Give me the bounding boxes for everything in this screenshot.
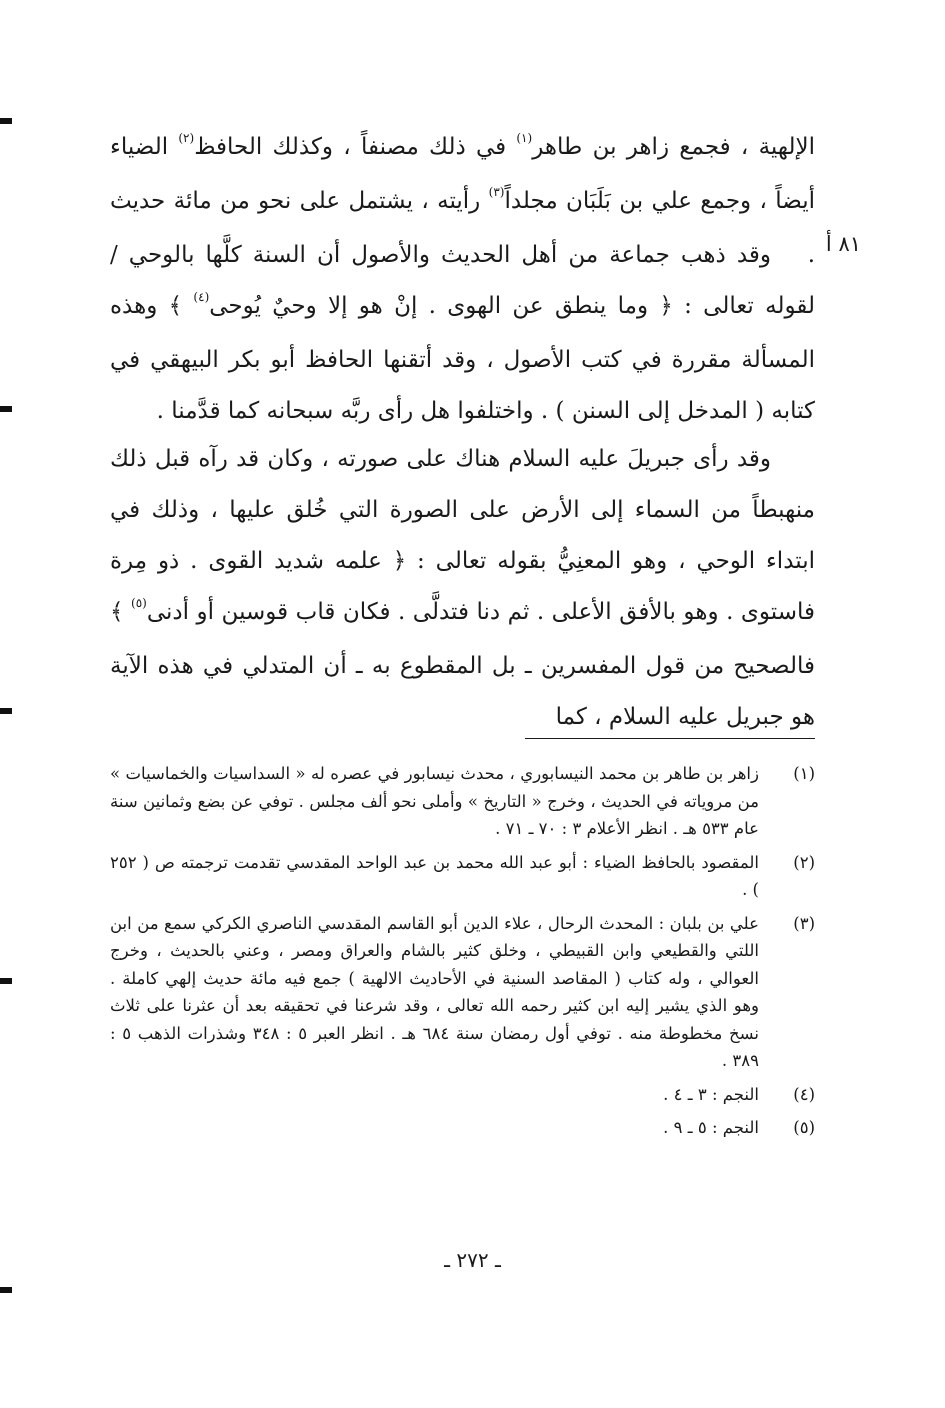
paragraph-text: ﴾ فالصحيح من قول المفسرين ـ بل المقطوع به ـ أن المتدلي في هذه الآية هو جبريل عليه السلام ، كما [110,599,815,730]
paragraph-text: الضياء أيضاً ، وجمع علي بن بَلَبَان مجلداً [110,134,815,214]
footnote-2 [110,849,815,904]
footnote-4 [110,1081,815,1109]
scan-edge-mark [0,708,12,714]
paragraph-text: في ذلك مصنفاً ، وكذلك الحافظ [194,134,517,160]
footnote-3 [110,910,815,1075]
footnote-text: النجم : ٣ ـ ٤ . [663,1084,759,1104]
footnote-ref-3[interactable]: (٣) [488,185,505,199]
paragraph-text: رأيته ، يشتمل على نحو من مائة حديث . [110,188,815,268]
footnote-text: المقصود بالحافظ الضياء : أبو عبد الله محمد بن عبد الواحد المقدسي تقدمت ترجمته ص ( ٢٥٢ ) . [110,852,759,899]
scan-edge-mark [0,406,12,412]
paragraph-3 [110,434,815,743]
footnote-number: (٢) [793,852,815,872]
page-number: ـ ٢٧٢ ـ [444,1248,501,1272]
scan-edge-mark [0,978,12,984]
paragraph-text: ﴾ وهذه المسألة مقررة في كتب الأصول ، وقد أتقنها الحافظ أبو بكر البيهقي في كتابه ( المدخل إلى السنن ) . واختلفوا هل رأى ربَّه سبحانه كما قدَّمنا . [110,293,815,424]
paragraph-2 [110,230,815,437]
scan-edge-mark [0,1287,12,1293]
footnote-number: (٤) [793,1084,815,1104]
paragraph-text: وقد ذهب جماعة من أهل الحديث والأصول أن السنة كلَّها بالوحي / لقوله تعالى : ﴿ وما ينطق عن الهوى . إنْ هو إلا وحيٌ يُوحى [110,242,815,319]
footnote-separator [525,738,815,739]
footnote-text: زاهر بن طاهر بن محمد النيسابوري ، محدث نيسابور في عصره له « السداسيات والخماسيات » من مروياته في الحديث ، وخرج « التاريخ » وأملى نحو ألف مجلس . توفي عن بضع وثمانين سنة عام ٥٣٣ هـ . انظر الأعلام ٣ : ٧٠ ـ ٧١ . [110,764,759,838]
footnote-text: النجم : ٥ ـ ٩ . [663,1118,759,1137]
footnote-1 [110,760,815,843]
manuscript-folio-mark: ٨١ أ [825,232,861,256]
footnote-ref-4[interactable]: (٤) [193,290,210,304]
footnote-5 [110,1114,815,1142]
scan-edge-mark [0,118,12,124]
paragraph-text: وقد رأى جبريلَ عليه السلام هناك على صورته ، وكان قد رآه قبل ذلك منهبطاً من السماء إلى الأرض على الصورة التي خُلق عليها ، وذلك في ابتداء الوحي ، وهو المعنِيُّ بقوله تعالى : ﴿ علمه شديد القوى . ذو مِرة فاستوى . وهو بالأفق الأعلى . ثم دنا فتدلَّى . فكان قاب قوسين أو أدنى [110,446,815,625]
footnote-number: (٥) [793,1118,815,1137]
footnote-ref-2[interactable]: (٢) [178,131,195,145]
footnote-number: (١) [793,764,815,783]
footnote-ref-1[interactable]: (١) [516,131,533,145]
footnotes [110,760,815,1148]
footnote-number: (٣) [793,913,815,933]
paragraph-text: الإلهية ، فجمع زاهر بن طاهر [532,134,815,160]
footnote-text: علي بن بلبان : المحدث الرحال ، علاء الدين أبو القاسم المقدسي الناصري الكركي سمع من ابن اللتي والقطيعي وابن القبيطي ، وخلق كثير بالشام والعراق ومصر ، وعني بالحديث ، وخرج العوالي ، وله كتاب ( المقاصد السنية في الأحاديث الالهية ) جمع فيه مائة حديث إلهي كاملة . وهو الذي يشير إليه ابن كثير رحمه الله تعالى ، وقد شرعنا في تحقيقه بعد أن عثرنا على ثلاث نسخ مخطوطة منه . توفي أول رمضان سنة ٦٨٤ هـ . انظر العبر ٥ : ٣٤٨ وشذرات الذهب ٥ : ٣٨٩ . [110,913,759,1070]
footnote-ref-5[interactable]: (٥) [131,596,147,610]
